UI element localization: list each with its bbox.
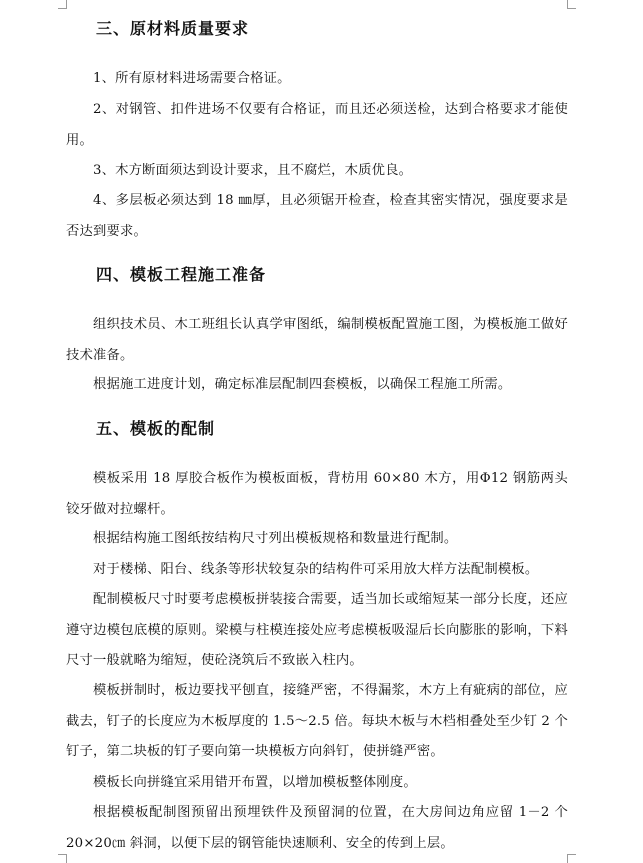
page-corner-mark-top-right [567,0,576,9]
paragraph: 3、木方断面须达到设计要求，且不腐烂，木质优良。 [93,163,413,178]
paragraph: 根据施工进度计划，确定标准层配制四套模板，以确保工程施工所需。 [93,377,512,392]
paragraph: 4、多层板必须达到 18 ㎜厚，且必须锯开检查，检查其密实情况，强度要求是否达到要求。 [66,193,568,239]
paragraph: 根据结构施工图纸按结构尺寸列出模板规格和数量进行配制。 [93,531,458,546]
paragraph: 模板长向拼缝宜采用错开布置，以增加模板整体刚度。 [93,775,417,790]
paragraph: 配制模板尺寸时要考虑模板拼装接合需要，适当加长或缩短某一部分长度，还应遵守边模包底模的原则。梁模与柱模连接处应考虑模板吸湿后长向膨胀的影响，下料尺寸一般就略为缩短，使砼浇筑后不致嵌入柱内。 [66,592,568,668]
section-heading-formwork-config: 五、模板的配制 [96,419,216,438]
paragraph: 1、所有原材料进场需要合格证。 [93,71,291,86]
paragraph: 模板拼制时，板边要找平刨直，接缝严密，不得漏浆，木方上有疵病的部位，应截去，钉子的长度应为木板厚度的 1.5～2.5 倍。每块木板与木档相叠处至少钉 2 个钉子，第二块板的钉子要向第一块模板方向斜钉，使拼缝严密。 [66,683,568,759]
page-corner-mark-top-left [58,0,67,9]
section-heading-materials: 三、原材料质量要求 [96,19,250,38]
paragraph: 对于楼梯、阳台、线条等形状较复杂的结构件可采用放大样方法配制模板。 [93,562,539,577]
section-heading-preparation: 四、模板工程施工准备 [96,265,267,284]
paragraph: 2、对钢管、扣件进场不仅要有合格证，而且还必须送检，达到合格要求才能使用。 [66,102,568,148]
paragraph: 根据模板配制图预留出预埋铁件及预留洞的位置，在大房间边角应留 1－2 个 20×20㎝ 斜洞，以便下层的钢管能快速顺利、安全的传到上层。 [66,805,568,851]
page-corner-mark-bottom-right [567,854,576,863]
paragraph: 组织技术员、木工班组长认真学审图纸，编制模板配置施工图，为模板施工做好技术准备。 [66,317,568,363]
paragraph: 模板采用 18 厚胶合板作为模板面板，背枋用 60×80 木方，用Φ12 钢筋两头铰牙做对拉螺杆。 [66,471,568,517]
